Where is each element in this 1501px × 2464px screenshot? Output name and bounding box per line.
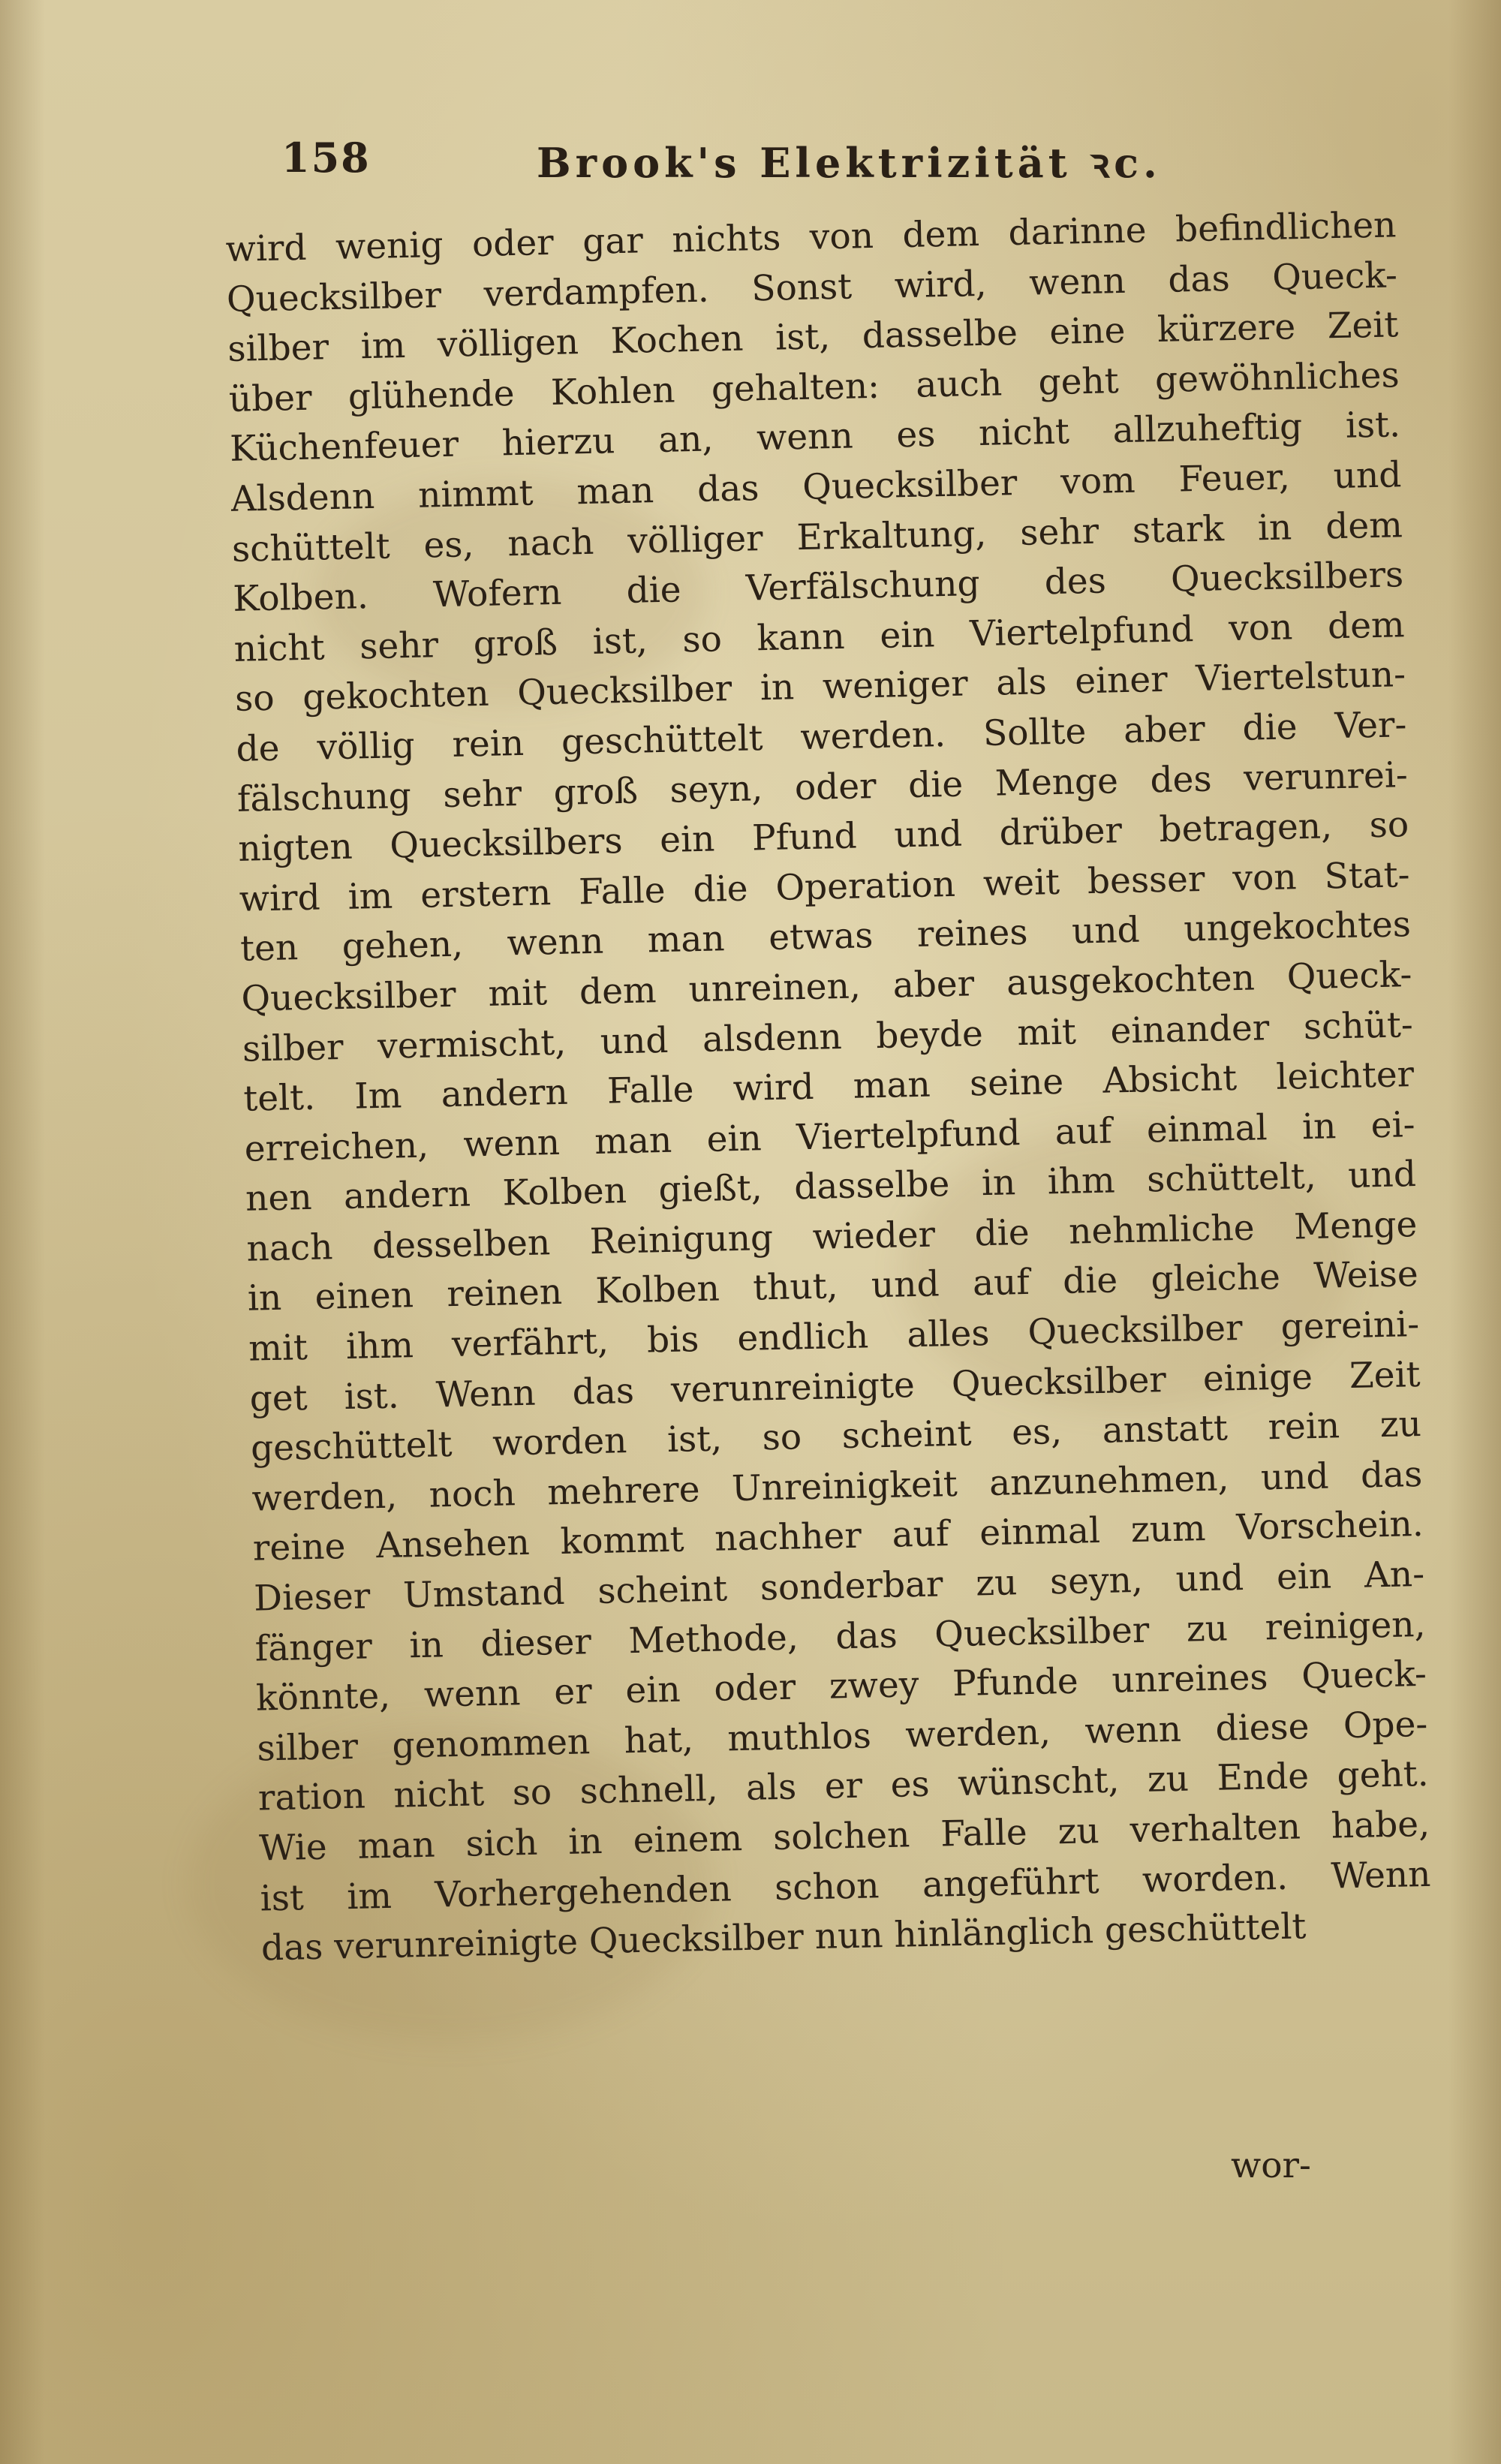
page-edge-shadow (0, 0, 45, 2464)
text-line: nicht sehr groß ist, so kann ein Viertelpfund von dem (233, 603, 1406, 670)
text-line: ten gehen, wenn man etwas reines und ungekochtes (239, 904, 1412, 970)
text-line: schüttelt es, nach völliger Erkaltung, sehr stark in dem (231, 504, 1403, 570)
text-line: Dieser Umstand scheint sonderbar zu seyn, und ein An- (253, 1553, 1425, 1620)
text-line: erreichen, wenn man ein Viertelpfund auf einmal in ei- (244, 1103, 1416, 1170)
text-line: Wie man sich in einem solchen Falle zu verhalten habe, (258, 1803, 1430, 1870)
text-line: nen andern Kolben gießt, dasselbe in ihm schüttelt, und (245, 1154, 1417, 1220)
text-line: reine Ansehen kommt nachher auf einmal zum Vorschein. (252, 1503, 1424, 1570)
text-line: silber im völligen Kochen ist, dasselbe eine kürzere Zeit (227, 304, 1399, 371)
text-line: könnte, wenn er ein oder zwey Pfunde unreines Queck- (255, 1653, 1427, 1719)
text-line: ist im Vorhergehenden schon angeführt worden. Wenn (260, 1853, 1431, 1920)
text-line: so gekochten Quecksilber in weniger als einer Viertelstun- (234, 654, 1406, 721)
text-line: ration nicht so schnell, als er es wünscht, zu Ende geht. (257, 1753, 1430, 1819)
text-line: Quecksilber verdampfen. Sonst wird, wenn das Queck- (226, 254, 1398, 320)
text-line: de völlig rein geschüttelt werden. Sollte aber die Ver- (236, 704, 1407, 770)
text-line: das verunreinigte Quecksilber nun hinlänglich geschüttelt (260, 1906, 1307, 1969)
text-line: silber vermischt, und alsdenn beyde mit einander schüt- (242, 1003, 1414, 1070)
text-line: nigten Quecksilbers ein Pfund und drüber betragen, so (237, 804, 1409, 870)
page-number: 158 (281, 134, 371, 182)
spine-shadow (1448, 0, 1501, 2464)
body-text (225, 200, 1432, 1974)
running-title: Brook's Elektrizität ꝛc. (537, 139, 1162, 187)
text-line: fälschung sehr groß seyn, oder die Menge des verunrei- (236, 754, 1409, 820)
text-line: werden, noch mehrere Unreinigkeit anzunehmen, und das (251, 1453, 1423, 1520)
text-line: silber genommen hat, muthlos werden, wenn diese Ope- (256, 1703, 1428, 1770)
text-line: Kolben. Wofern die Verfälschung des Quecksilbers (232, 554, 1404, 621)
text-line: wird wenig oder gar nichts von dem darinne befindlichen (225, 204, 1397, 270)
text-line: fänger in dieser Methode, das Quecksilber zu reinigen, (254, 1603, 1426, 1670)
text-line: get ist. Wenn das verunreinigte Quecksilber einige Zeit (249, 1353, 1421, 1420)
text-line: Alsdenn nimmt man das Quecksilber vom Feuer, und (230, 454, 1402, 520)
text-line: in einen reinen Kolben thut, und auf die gleiche Weise (247, 1253, 1419, 1320)
text-line: nach desselben Reinigung wieder die nehmliche Menge (245, 1203, 1418, 1270)
text-line: über glühende Kohlen gehalten: auch geht gewöhnliches (228, 354, 1400, 420)
text-line: telt. Im andern Falle wird man seine Absicht leichter (242, 1054, 1415, 1120)
text-line: geschüttelt worden ist, so scheint es, anstatt rein zu (250, 1403, 1422, 1470)
text-line: wird im erstern Falle die Operation weit besser von Stat- (239, 853, 1411, 920)
text-line: mit ihm verfährt, bis endlich alles Quecksilber gereini- (248, 1304, 1420, 1370)
page-header (281, 134, 1167, 201)
text-line: Küchenfeuer hierzu an, wenn es nicht allzuheftig ist. (229, 404, 1401, 471)
catchword: wor- (1231, 2145, 1311, 2186)
text-line: Quecksilber mit dem unreinen, aber ausgekochten Queck- (241, 954, 1412, 1020)
